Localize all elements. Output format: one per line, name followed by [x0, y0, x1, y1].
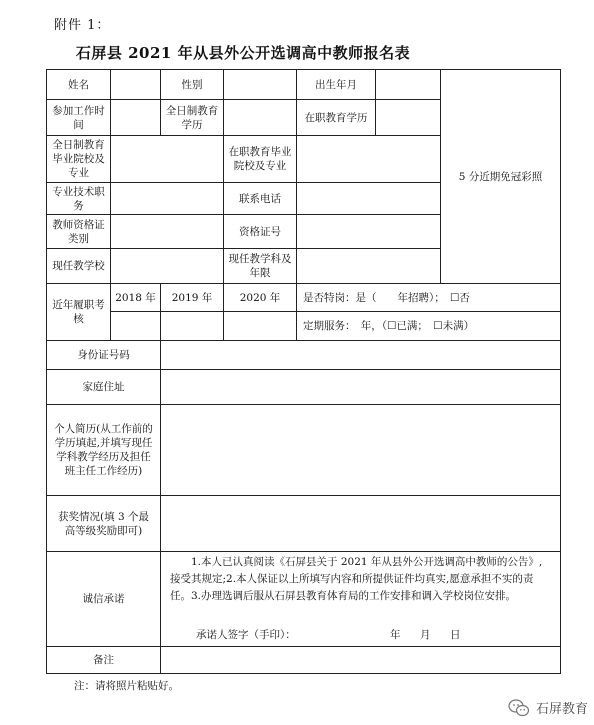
name-label: 姓名: [46, 69, 111, 100]
appraisal-2020-field[interactable]: [223, 311, 297, 341]
appraisal-2018-field[interactable]: [110, 311, 161, 341]
fulltime-degree-label: 全日制教育学历: [160, 99, 224, 136]
resume-label: 个人简历(从工作前的学历填起,并填写现任学科教学经历及担任班主任工作经历): [46, 404, 161, 496]
awards-label: 获奖情况(填 3 个最高等级奖励即可): [46, 495, 161, 552]
wechat-logo-icon: [508, 699, 530, 717]
pledge-text: 1.本人已认真阅读《石屏县关于 2021 年从县外公开选调高中教师的公告》,接受其规定;2.本人保证以上所填写内容和所提供证件均真实,愿意承担不实的责任。3.办理选调后服从石屏县教育体育局的工作安排和调入学校岗位安排。: [170, 556, 543, 602]
fulltime-degree-field[interactable]: [223, 99, 297, 136]
work-start-field[interactable]: [110, 99, 161, 136]
special-post-option[interactable]: 是否特岗：是（ 年招聘）； ☐否: [296, 283, 561, 312]
photo-note: 注：请将照片粘贴好。: [74, 680, 179, 692]
current-school-label: 现任教学校: [46, 248, 111, 284]
awards-field[interactable]: [160, 495, 561, 552]
resume-field[interactable]: [160, 404, 561, 496]
fulltime-school-label: 全日制教育毕业院校及专业: [46, 135, 111, 183]
id-no-field[interactable]: [160, 340, 561, 370]
phone-label: 联系电话: [223, 182, 297, 215]
form-title: 石屏县 2021 年从县外公开选调高中教师报名表: [75, 44, 411, 62]
sign-year-label: 年: [390, 629, 401, 641]
signature-field[interactable]: [320, 627, 380, 641]
current-school-field[interactable]: [110, 248, 224, 284]
cert-type-label: 教师资格证类别: [46, 214, 111, 249]
current-subject-field[interactable]: [296, 248, 441, 284]
pledge-label: 诚信承诺: [46, 551, 161, 647]
gender-label: 性别: [160, 69, 224, 100]
title-rank-label: 专业技术职务: [46, 182, 111, 215]
current-subject-label: 现任教学科及年限: [223, 248, 297, 284]
inservice-degree-label: 在职教育学历: [296, 99, 376, 136]
remarks-field[interactable]: [160, 646, 561, 674]
watermark-text: 石屏教育: [535, 702, 588, 717]
year-2019-label: 2019 年: [160, 283, 224, 312]
gender-field[interactable]: [223, 69, 297, 100]
photo-area[interactable]: 5 分近期免冠彩照: [440, 69, 561, 284]
cert-type-field[interactable]: [110, 214, 224, 249]
year-2020-label: 2020 年: [223, 283, 297, 312]
work-start-label: 参加工作时间: [46, 99, 111, 136]
attachment-label: 附件 1：: [54, 18, 111, 33]
inservice-school-label: 在职教育毕业院校及专业: [223, 135, 297, 183]
remarks-label: 备注: [46, 646, 161, 674]
fixed-service-option[interactable]: 定期服务： 年，（☐已满； ☐未满）: [296, 311, 561, 341]
sign-month-label: 月: [420, 629, 431, 641]
fulltime-school-field[interactable]: [110, 135, 224, 183]
year-2018-label: 2018 年: [110, 283, 161, 312]
appraisal-label: 近年履职考核: [46, 283, 111, 341]
inservice-degree-field[interactable]: [375, 99, 441, 136]
address-label: 家庭住址: [46, 369, 161, 405]
title-rank-field[interactable]: [110, 182, 224, 215]
signature-label: 承诺人签字（手印）：: [196, 629, 296, 641]
inservice-school-field[interactable]: [296, 135, 441, 183]
birth-field[interactable]: [375, 69, 441, 100]
birth-label: 出生年月: [296, 69, 376, 100]
cert-no-label: 资格证号: [223, 214, 297, 249]
cert-no-field[interactable]: [296, 214, 441, 249]
sign-day-label: 日: [450, 629, 461, 641]
address-field[interactable]: [160, 369, 561, 405]
watermark: [508, 698, 588, 717]
id-no-label: 身份证号码: [46, 340, 161, 370]
name-field[interactable]: [110, 69, 161, 100]
appraisal-2019-field[interactable]: [160, 311, 224, 341]
phone-field[interactable]: [296, 182, 441, 215]
